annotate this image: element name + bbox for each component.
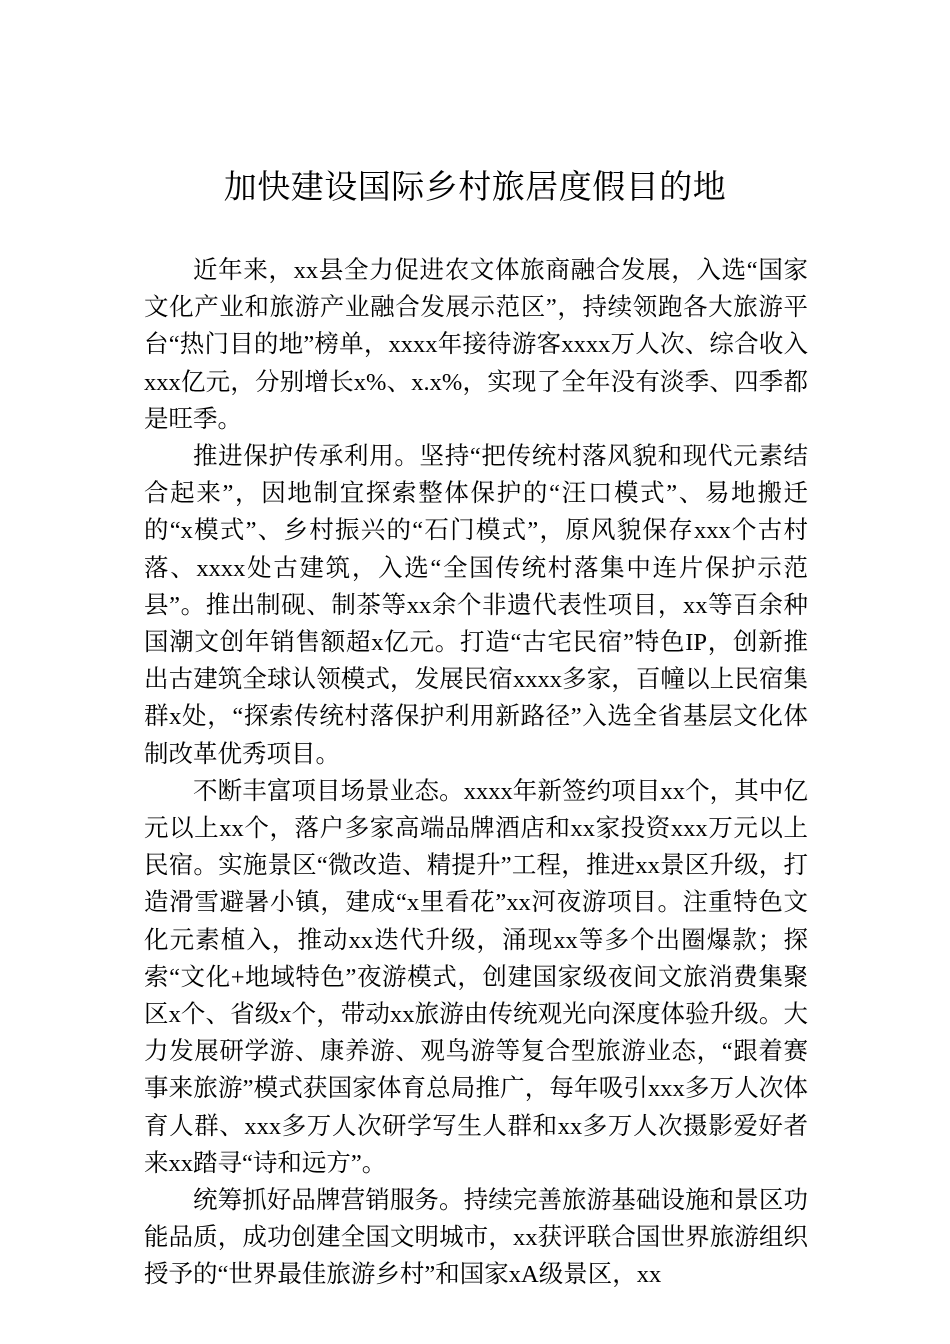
document-body [144, 252, 808, 1294]
paragraph-project-scenes: 不断丰富项目场景业态。xxxx年新签约项目xx个，其中亿元以上xx个，落户多家高端品牌酒店和xx家投资xxx万元以上民宿。实施景区“微改造、精提升”工程，推进xx景区升级，打造滑雪避暑小镇，建成“x里看花”xx河夜游项目。注重特色文化元素植入，推动xx迭代升级，涌现xx等多个出圈爆款；探索“文化+地域特色”夜游模式，创建国家级夜间文旅消费集聚区x个、省级x个，带动xx旅游由传统观光向深度体验升级。大力发展研学游、康养游、观鸟游等复合型旅游业态，“跟着赛事来旅游”模式获国家体育总局推广，每年吸引xxx多万人次体育人群、xxx多万人次研学写生人群和xx多万人次摄影爱好者来xx踏寻“诗和远方”。 [144, 777, 808, 1177]
paragraph-intro: 近年来，xx县全力促进农文体旅商融合发展，入选“国家文化产业和旅游产业融合发展示范区”，持续领跑各大旅游平台“热门目的地”榜单，xxxx年接待游客xxxx万人次、综合收入xxx亿元，分别增长x%、x.x%，实现了全年没有淡季、四季都是旺季。 [144, 257, 808, 433]
page-title: 加快建设国际乡村旅居度假目的地 [223, 167, 727, 206]
paragraph-heritage-protection: 推进保护传承利用。坚持“把传统村落风貌和现代元素结合起来”，因地制宜探索整体保护的“汪口模式”、易地搬迁的“x模式”、乡村振兴的“石门模式”，原风貌保存xxx个古村落、xxxx处古建筑，入选“全国传统村落集中连片保护示范县”。推出制砚、制茶等xx余个非遗代表性项目，xx等百余种国潮文创年销售额超x亿元。打造“古宅民宿”特色IP，创新推出古建筑全球认领模式，发展民宿xxxx多家，百幢以上民宿集群x处，“探索传统村落保护利用新路径”入选全省基层文化体制改革优秀项目。 [144, 443, 808, 768]
paragraph-brand-marketing: 统筹抓好品牌营销服务。持续完善旅游基础设施和景区功能品质，成功创建全国文明城市，xx获评联合国世界旅游组织授予的“世界最佳旅游乡村”和国家xA级景区，xx [144, 1187, 808, 1289]
